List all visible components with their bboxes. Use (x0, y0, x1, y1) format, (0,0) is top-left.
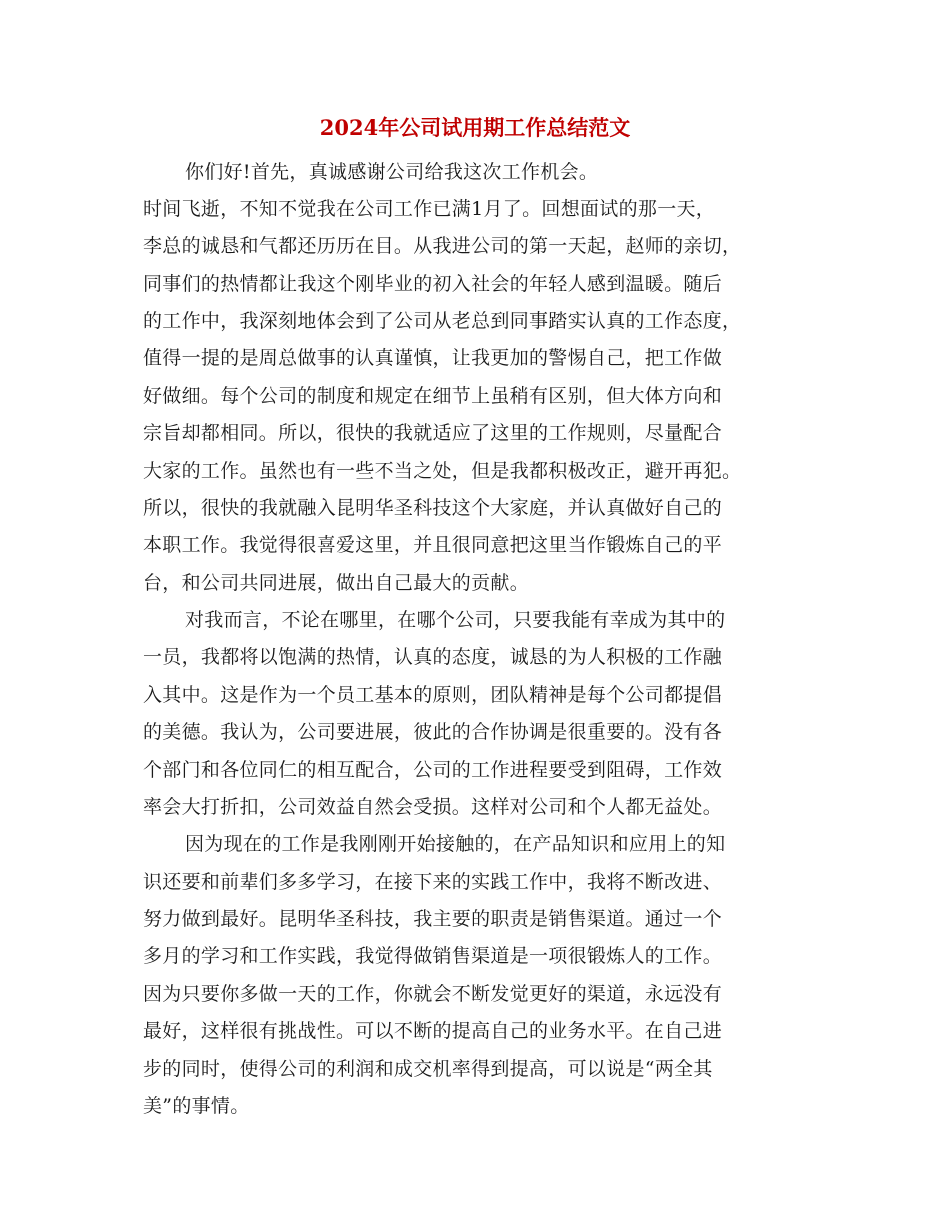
paragraph-line: 同事们的热情都让我这个刚毕业的初入社会的年轻人感到温暖。随后 (143, 273, 723, 295)
paragraph-line: 好做细。每个公司的制度和规定在细节上虽稍有区别，但大体方向和 (143, 385, 723, 407)
document-title: 2024年公司试用期工作总结范文 (319, 115, 631, 140)
paragraph-line: 宗旨却都相同。所以，很快的我就适应了这里的工作规则，尽量配合 (143, 422, 723, 444)
paragraph-line: 台，和公司共同进展，做出自己最大的贡献。 (143, 572, 530, 594)
paragraph-line: 努力做到最好。昆明华圣科技，我主要的职责是销售渠道。通过一个 (143, 908, 723, 930)
paragraph-line: 因为现在的工作是我刚刚开始接触的，在产品知识和应用上的知 (185, 833, 726, 855)
paragraph-line: 个部门和各位同仁的相互配合，公司的工作进程要受到阻碍，工作效 (143, 759, 723, 781)
paragraph-line: 大家的工作。虽然也有一些不当之处，但是我都积极改正，避开再犯。 (143, 460, 742, 482)
paragraph-line: 对我而言，不论在哪里，在哪个公司，只要我能有幸成为其中的 (185, 609, 726, 631)
paragraph-line: 的美德。我认为，公司要进展，彼此的合作协调是很重要的。没有各 (143, 721, 723, 743)
paragraph-line: 李总的诚恳和气都还历历在目。从我进公司的第一天起，赵师的亲切， (143, 235, 742, 257)
paragraph-line: 所以，很快的我就融入昆明华圣科技这个大家庭，并认真做好自己的 (143, 497, 723, 519)
paragraph-line: 美”的事情。 (143, 1095, 250, 1117)
paragraph-line: 时间飞逝，不知不觉我在公司工作已满1月了。回想面试的那一天， (143, 198, 716, 220)
paragraph-line: 值得一提的是周总做事的认真谨慎，让我更加的警惕自己，把工作做 (143, 347, 723, 369)
paragraph-line: 识还要和前辈们多多学习，在接下来的实践工作中，我将不断改进、 (143, 871, 723, 893)
paragraph-line: 的工作中，我深刻地体会到了公司从老总到同事踏实认真的工作态度， (143, 310, 742, 332)
paragraph-line: 一员，我都将以饱满的热情，认真的态度，诚恳的为人积极的工作融 (143, 646, 723, 668)
paragraph-line: 入其中。这是作为一个员工基本的原则，团队精神是每个公司都提倡 (143, 684, 723, 706)
paragraph-line: 步的同时，使得公司的利润和成交机率得到提高，可以说是“两全其 (143, 1058, 713, 1080)
paragraph-line: 本职工作。我觉得很喜爱这里，并且很同意把这里当作锻炼自己的平 (143, 534, 723, 556)
paragraph-line: 最好，这样很有挑战性。可以不断的提高自己的业务水平。在自己进 (143, 1020, 723, 1042)
paragraph-line: 多月的学习和工作实践，我觉得做销售渠道是一项很锻炼人的工作。 (143, 945, 723, 967)
paragraph-line: 率会大打折扣，公司效益自然会受损。这样对公司和个人都无益处。 (143, 796, 723, 818)
paragraph-line: 你们好!首先，真诚感谢公司给我这次工作机会。 (185, 161, 599, 183)
paragraph-line: 因为只要你多做一天的工作，你就会不断发觉更好的渠道，永远没有 (143, 983, 723, 1005)
